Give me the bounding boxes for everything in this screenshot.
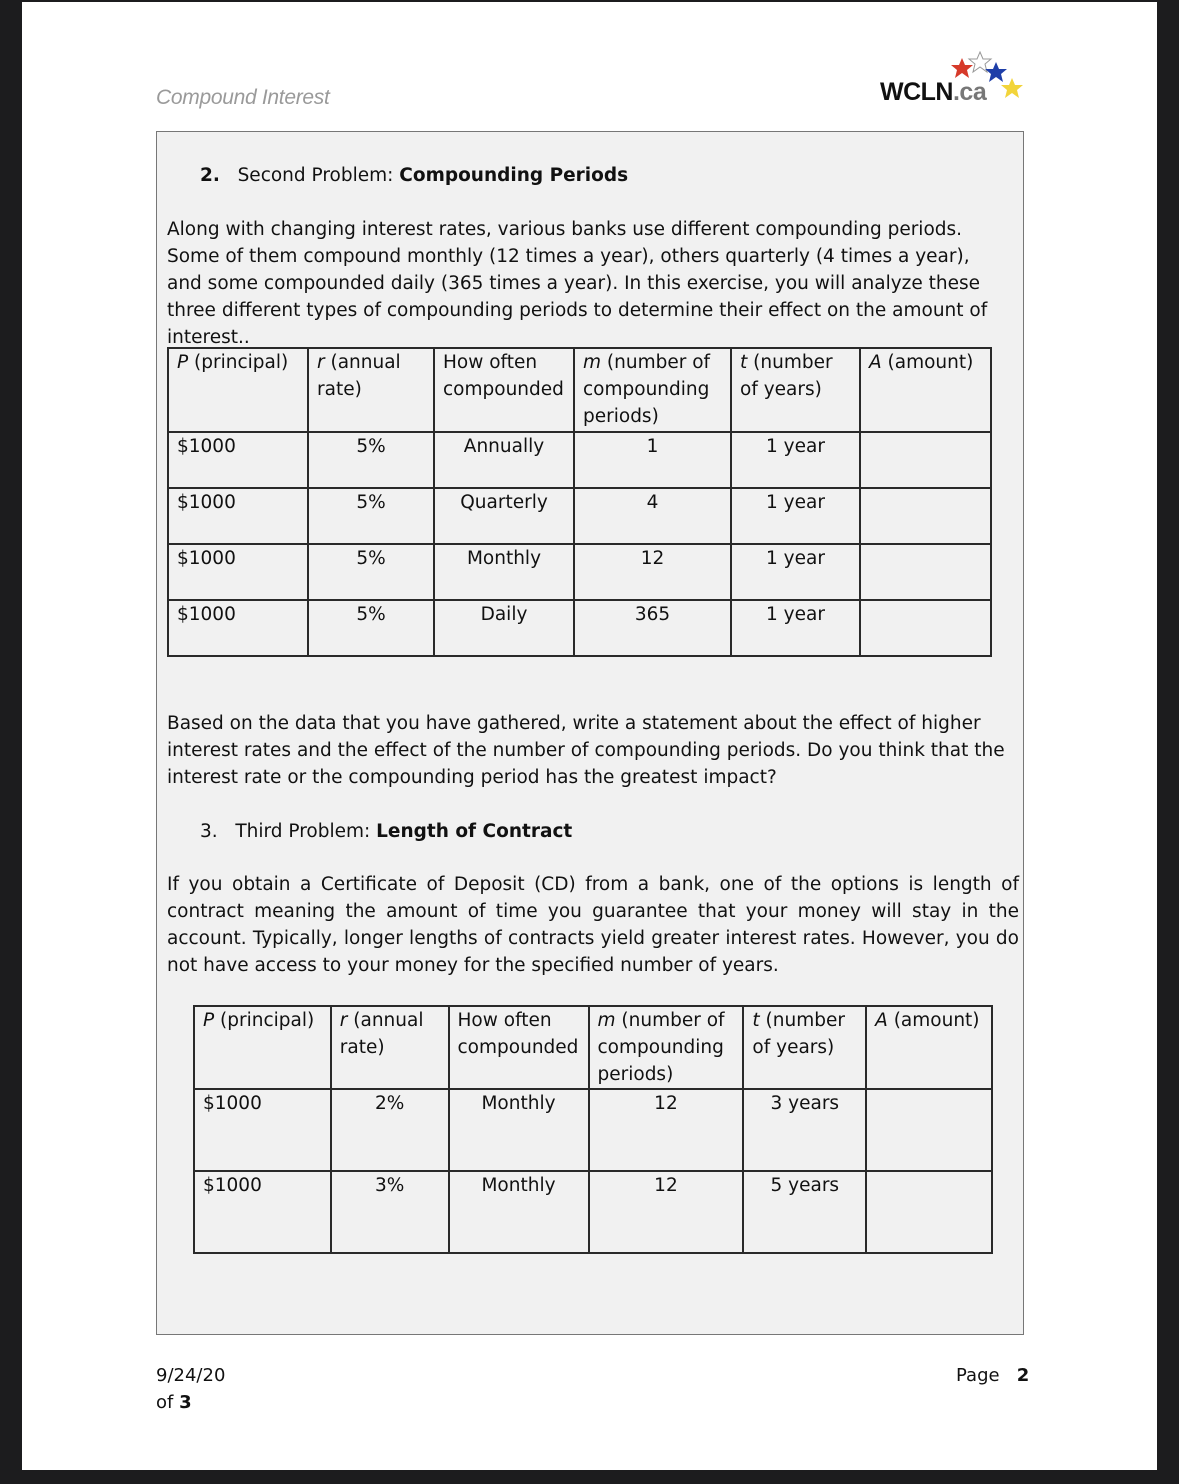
cell-periods: 12 — [574, 544, 731, 600]
cell-amount[interactable] — [866, 1171, 992, 1253]
table-row — [168, 544, 991, 600]
cell-principal: $1000 — [194, 1089, 331, 1171]
cell-years: 1 year — [731, 600, 860, 656]
header-rate: r (annual rate) — [308, 348, 434, 432]
cell-years: 1 year — [731, 432, 860, 488]
cell-amount[interactable] — [860, 544, 991, 600]
cell-amount[interactable] — [860, 432, 991, 488]
cell-periods: 12 — [589, 1171, 744, 1253]
wcln-logo — [878, 50, 1028, 112]
header-periods: m (number of compounding periods) — [589, 1006, 744, 1089]
table-row — [168, 600, 991, 656]
cell-how-often: Quarterly — [434, 488, 574, 544]
length-of-contract-table — [193, 1005, 993, 1254]
cell-rate: 5% — [308, 488, 434, 544]
header-years: t (number of years) — [731, 348, 860, 432]
section2-question: Based on the data that you have gathered, write a statement about the effect of higher interest rates and the effect of the number of compounding periods. Do you think that the interest rate or the compounding period has the greatest impact? — [167, 713, 1005, 788]
cell-periods: 4 — [574, 488, 731, 544]
logo-text: WCLN.ca — [880, 78, 987, 106]
document-title: Compound Interest — [156, 86, 330, 109]
cell-principal: $1000 — [168, 600, 308, 656]
cell-principal: $1000 — [168, 544, 308, 600]
header-periods: m (number of compounding periods) — [574, 348, 731, 432]
cell-years: 3 years — [743, 1089, 866, 1171]
cell-amount[interactable] — [860, 488, 991, 544]
cell-periods: 1 — [574, 432, 731, 488]
cell-years: 5 years — [743, 1171, 866, 1253]
table-row — [194, 1171, 992, 1253]
footer-date: 9/24/20 — [156, 1365, 226, 1386]
cell-how-often: Monthly — [449, 1089, 589, 1171]
cell-principal: $1000 — [168, 488, 308, 544]
section3-heading: 3. Third Problem: Length of Contract — [200, 821, 573, 842]
cell-how-often: Annually — [434, 432, 574, 488]
compounding-periods-table — [167, 347, 992, 657]
cell-how-often: Monthly — [434, 544, 574, 600]
cell-years: 1 year — [731, 488, 860, 544]
cell-rate: 5% — [308, 600, 434, 656]
header-rate: r (annual rate) — [331, 1006, 449, 1089]
header-principal: P (principal) — [194, 1006, 331, 1089]
cell-how-often: Daily — [434, 600, 574, 656]
table-row — [168, 488, 991, 544]
table-header-row — [168, 348, 991, 432]
table-row — [194, 1089, 992, 1171]
cell-how-often: Monthly — [449, 1171, 589, 1253]
cell-rate: 2% — [331, 1089, 449, 1171]
cell-principal: $1000 — [168, 432, 308, 488]
section2-paragraph: Along with changing interest rates, various banks use different compounding periods. Some of them compound monthly (12 times a year), others quarterly (4 times a year), and some compounded daily (365 times a year). In this exercise, you will analyze these three different types of compounding periods to determine their effect on the amount of interest.. — [167, 219, 988, 348]
header-how-often: How often compounded — [434, 348, 574, 432]
footer-page-number: Page 2 — [956, 1365, 1030, 1386]
cell-periods: 12 — [589, 1089, 744, 1171]
table-row — [168, 432, 991, 488]
cell-periods: 365 — [574, 600, 731, 656]
table-header-row — [194, 1006, 992, 1089]
cell-amount[interactable] — [866, 1089, 992, 1171]
cell-amount[interactable] — [860, 600, 991, 656]
cell-rate: 5% — [308, 432, 434, 488]
cell-rate: 5% — [308, 544, 434, 600]
cell-years: 1 year — [731, 544, 860, 600]
header-years: t (number of years) — [743, 1006, 866, 1089]
header-amount: A (amount) — [860, 348, 991, 432]
document-page — [22, 2, 1157, 1470]
cell-principal: $1000 — [194, 1171, 331, 1253]
footer-page-total: of 3 — [156, 1392, 192, 1413]
section2-heading: 2. Second Problem: Compounding Periods — [200, 165, 629, 186]
cell-rate: 3% — [331, 1171, 449, 1253]
content-box — [156, 131, 1024, 1335]
header-principal: P (principal) — [168, 348, 308, 432]
section3-paragraph: If you obtain a Certificate of Deposit (CD) from a bank, one of the options is length of contract meaning the amount of time you guarantee that your money will stay in the account. Typically, longer lengths of contracts yield greater interest rates. However, you do not have access to your money for the specified number of years. — [167, 874, 1019, 976]
header-amount: A (amount) — [866, 1006, 992, 1089]
header-how-often: How often compounded — [449, 1006, 589, 1089]
